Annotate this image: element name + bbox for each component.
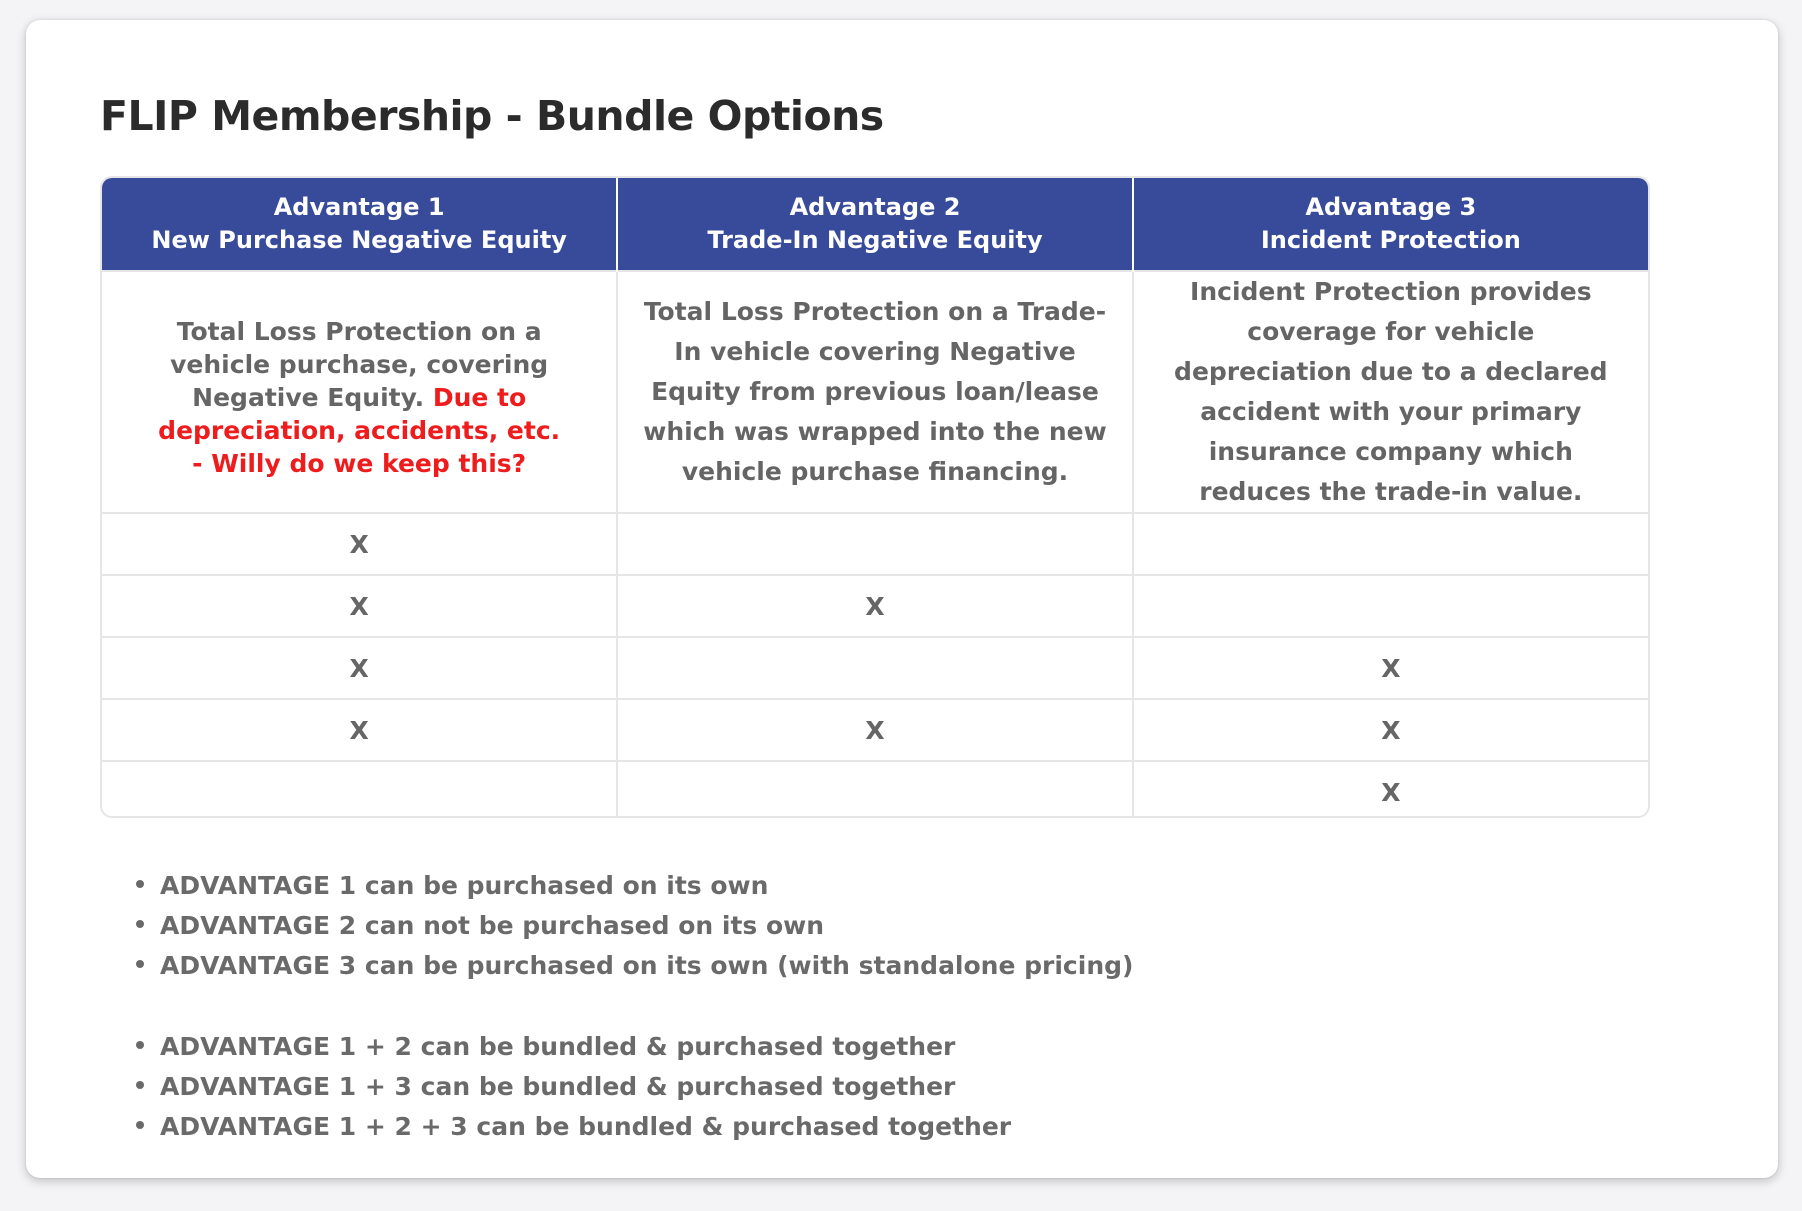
- bundle-cell: [617, 637, 1132, 699]
- description-text: Total Loss Protection on a Trade-In vehicle covering Negative Equity from previous loan/lease which was wrapped into the new vehicle purchase financing.: [643, 297, 1107, 486]
- bundle-cell: X: [1133, 761, 1648, 818]
- bundle-cell: [1133, 575, 1648, 637]
- header-subtitle: Incident Protection: [1260, 226, 1521, 254]
- bundle-cell: X: [102, 513, 617, 575]
- bundle-cell: X: [1133, 637, 1648, 699]
- page-title: FLIP Membership - Bundle Options: [100, 92, 884, 140]
- header-name: Advantage 2: [789, 193, 961, 221]
- review-note: Due to depreciation, accidents, etc.: [158, 382, 561, 445]
- bundle-options-table: [100, 176, 1650, 818]
- header-advantage-3: [1133, 178, 1648, 271]
- list-item: [136, 906, 1133, 946]
- bullet-icon: [136, 920, 144, 928]
- bundle-row: [102, 699, 1648, 761]
- content-card: [26, 20, 1778, 1178]
- header-subtitle: Trade-In Negative Equity: [707, 226, 1043, 254]
- header-name: Advantage 3: [1305, 193, 1477, 221]
- list-item: [136, 1107, 1133, 1147]
- description-text: Incident Protection provides coverage for vehicle depreciation due to a declared accident with your primary insurance company which reduces the trade-in value.: [1174, 277, 1608, 506]
- header-advantage-2: [617, 178, 1132, 271]
- review-question: - Willy do we keep this?: [192, 448, 527, 478]
- bundle-cell: [1133, 513, 1648, 575]
- list-item-text: ADVANTAGE 3 can be purchased on its own (with standalone pricing): [160, 951, 1134, 980]
- bundle-cell: X: [102, 699, 617, 761]
- description-row: [102, 271, 1648, 513]
- bullet-icon: [136, 960, 144, 968]
- list-item-text: ADVANTAGE 1 + 3 can be bundled & purchased together: [160, 1072, 956, 1101]
- bullet-icon: [136, 880, 144, 888]
- bundle-cell: X: [102, 575, 617, 637]
- list-item-text: ADVANTAGE 1 + 2 + 3 can be bundled & purchased together: [160, 1112, 1012, 1141]
- list-item-text: ADVANTAGE 1 + 2 can be bundled & purchased together: [160, 1032, 956, 1061]
- header-advantage-1: [102, 178, 617, 271]
- bullet-icon: [136, 1121, 144, 1129]
- bullet-icon: [136, 1081, 144, 1089]
- bundle-cell: [617, 761, 1132, 818]
- description-cell-advantage-1: [102, 271, 617, 513]
- bundle-cell: X: [1133, 699, 1648, 761]
- bundle-cell: X: [617, 699, 1132, 761]
- description-cell-advantage-3: [1133, 271, 1648, 513]
- list-item-text: ADVANTAGE 2 can not be purchased on its own: [160, 911, 825, 940]
- bundle-row: [102, 513, 1648, 575]
- bundle-cell: [617, 513, 1132, 575]
- description-cell-advantage-2: [617, 271, 1132, 513]
- list-item: [136, 1067, 1133, 1107]
- list-item: [136, 866, 1133, 906]
- list-item: [136, 1027, 1133, 1067]
- bundle-cell: X: [102, 637, 617, 699]
- bundle-cell: [102, 761, 617, 818]
- table-header-row: [102, 178, 1648, 271]
- list-item-text: ADVANTAGE 1 can be purchased on its own: [160, 871, 769, 900]
- bundle-row: [102, 575, 1648, 637]
- bundle-cell: X: [617, 575, 1132, 637]
- purchase-rules-list: [136, 866, 1133, 1147]
- header-subtitle: New Purchase Negative Equity: [151, 226, 567, 254]
- bullet-icon: [136, 1041, 144, 1049]
- list-item: [136, 946, 1133, 986]
- description-text: Total Loss Protection on a vehicle purchase, covering Negative Equity.: [170, 316, 549, 412]
- header-name: Advantage 1: [273, 193, 445, 221]
- bundle-row: [102, 637, 1648, 699]
- bundle-row: [102, 761, 1648, 818]
